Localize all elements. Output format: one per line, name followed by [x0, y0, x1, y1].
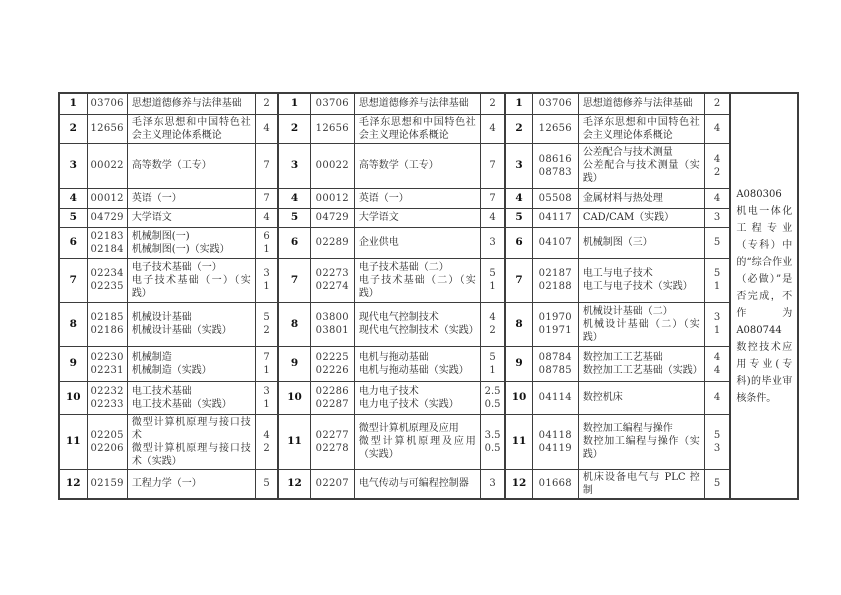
row-number-cell: 4	[505, 188, 532, 208]
credit-cell: 4 2	[480, 302, 505, 346]
course-name-cell: 电工技术基础 电工技术基础（实践）	[127, 381, 255, 414]
course-name-cell: 机械设计基础（二） 机械设计基础（二）（实践）	[578, 302, 704, 346]
course-code-cell: 02159	[87, 469, 127, 499]
credit-cell: 4	[704, 188, 730, 208]
course-code-cell: 04118 04119	[532, 414, 578, 469]
course-name-cell: 金属材料与热处理	[578, 188, 704, 208]
row-number-cell: 10	[505, 381, 532, 414]
row-number-cell: 8	[505, 302, 532, 346]
course-name-cell: CAD/CAM（实践）	[578, 208, 704, 227]
note-cell: A080306 机电一体化工程专业（专科）中的“综合作业（必做）”是否完成，不作为A080744 数控技术应用专业(专科)的毕业审核条件。	[730, 93, 798, 499]
course-name-cell: 微型计算机原理及应用 微型计算机原理及应用（实践）	[354, 414, 480, 469]
row-number-cell: 4	[278, 188, 310, 208]
table-row	[59, 208, 798, 227]
credit-cell: 4	[704, 381, 730, 414]
row-number-cell: 7	[505, 258, 532, 302]
course-name-cell: 思想道德修养与法律基础	[578, 93, 704, 114]
course-code-cell: 12656	[310, 114, 354, 143]
course-code-cell: 00022	[87, 143, 127, 188]
credit-cell: 5 1	[704, 258, 730, 302]
course-name-cell: 数控加工编程与操作 数控加工编程与操作（实践）	[578, 414, 704, 469]
credit-cell: 3.5 0.5	[480, 414, 505, 469]
table-row	[59, 188, 798, 208]
course-code-cell: 00022	[310, 143, 354, 188]
table-row	[59, 381, 798, 414]
row-number-cell: 3	[59, 143, 87, 188]
course-code-cell: 05508	[532, 188, 578, 208]
row-number-cell: 8	[278, 302, 310, 346]
row-number-cell: 2	[505, 114, 532, 143]
row-number-cell: 9	[505, 346, 532, 381]
course-code-cell: 04107	[532, 227, 578, 258]
credit-cell: 4 2	[255, 414, 278, 469]
credit-cell: 4 2	[704, 143, 730, 188]
course-code-cell: 02225 02226	[310, 346, 354, 381]
course-name-cell: 毛泽东思想和中国特色社会主义理论体系概论	[127, 114, 255, 143]
credit-cell: 7	[480, 143, 505, 188]
credit-cell: 6 1	[255, 227, 278, 258]
credit-cell: 3 1	[704, 302, 730, 346]
table-row	[59, 346, 798, 381]
course-name-cell: 电机与拖动基础 电机与拖动基础（实践）	[354, 346, 480, 381]
course-code-cell: 08784 08785	[532, 346, 578, 381]
course-name-cell: 高等数学（工专）	[354, 143, 480, 188]
row-number-cell: 3	[278, 143, 310, 188]
credit-cell: 7 1	[255, 346, 278, 381]
row-number-cell: 9	[59, 346, 87, 381]
course-name-cell: 毛泽东思想和中国特色社会主义理论体系概论	[578, 114, 704, 143]
table-row	[59, 93, 798, 114]
course-code-cell: 00012	[87, 188, 127, 208]
credit-cell: 5	[704, 469, 730, 499]
course-code-cell: 01970 01971	[532, 302, 578, 346]
course-code-cell: 03706	[310, 93, 354, 114]
table-row	[59, 469, 798, 499]
course-code-cell: 12656	[532, 114, 578, 143]
credit-cell: 3 1	[255, 381, 278, 414]
course-table-body	[59, 93, 798, 499]
course-name-cell: 机械制图（三）	[578, 227, 704, 258]
credit-cell: 3	[480, 469, 505, 499]
course-name-cell: 电气传动与可编程控制器	[354, 469, 480, 499]
course-code-cell: 03800 03801	[310, 302, 354, 346]
credit-cell: 2.5 0.5	[480, 381, 505, 414]
course-name-cell: 工程力学（一）	[127, 469, 255, 499]
row-number-cell: 12	[59, 469, 87, 499]
course-code-cell: 02273 02274	[310, 258, 354, 302]
course-code-cell: 02187 02188	[532, 258, 578, 302]
credit-cell: 3	[704, 208, 730, 227]
row-number-cell: 6	[278, 227, 310, 258]
credit-cell: 7	[255, 188, 278, 208]
course-name-cell: 大学语文	[127, 208, 255, 227]
row-number-cell: 8	[59, 302, 87, 346]
course-code-cell: 02207	[310, 469, 354, 499]
course-name-cell: 企业供电	[354, 227, 480, 258]
course-name-cell: 毛泽东思想和中国特色社会主义理论体系概论	[354, 114, 480, 143]
row-number-cell: 10	[278, 381, 310, 414]
course-name-cell: 机床设备电气与 PLC 控制	[578, 469, 704, 499]
course-name-cell: 英语（一）	[354, 188, 480, 208]
credit-cell: 4	[480, 208, 505, 227]
course-code-cell: 02205 02206	[87, 414, 127, 469]
row-number-cell: 5	[59, 208, 87, 227]
course-code-cell: 00012	[310, 188, 354, 208]
row-number-cell: 1	[59, 93, 87, 114]
course-code-cell: 02234 02235	[87, 258, 127, 302]
course-name-cell: 电子技术基础（一） 电子技术基础（一）（实践）	[127, 258, 255, 302]
course-name-cell: 现代电气控制技术 现代电气控制技术（实践）	[354, 302, 480, 346]
credit-cell: 4	[704, 114, 730, 143]
row-number-cell: 7	[278, 258, 310, 302]
row-number-cell: 11	[505, 414, 532, 469]
course-name-cell: 电工与电子技术 电工与电子技术（实践）	[578, 258, 704, 302]
course-code-cell: 02185 02186	[87, 302, 127, 346]
course-name-cell: 机械设计基础 机械设计基础（实践）	[127, 302, 255, 346]
row-number-cell: 3	[505, 143, 532, 188]
credit-cell: 2	[480, 93, 505, 114]
course-name-cell: 思想道德修养与法律基础	[127, 93, 255, 114]
credit-cell: 2	[704, 93, 730, 114]
course-code-cell: 02232 02233	[87, 381, 127, 414]
credit-cell: 4	[480, 114, 505, 143]
course-table	[58, 92, 799, 500]
row-number-cell: 10	[59, 381, 87, 414]
course-name-cell: 微型计算机原理与接口技术 微型计算机原理与接口技术（实践）	[127, 414, 255, 469]
table-row	[59, 227, 798, 258]
course-code-cell: 12656	[87, 114, 127, 143]
row-number-cell: 5	[278, 208, 310, 227]
row-number-cell: 6	[59, 227, 87, 258]
course-name-cell: 机械制造 机械制造（实践）	[127, 346, 255, 381]
course-name-cell: 机械制图(一) 机械制图(一)（实践）	[127, 227, 255, 258]
credit-cell: 3	[480, 227, 505, 258]
course-code-cell: 02183 02184	[87, 227, 127, 258]
course-code-cell: 08616 08783	[532, 143, 578, 188]
credit-cell: 4 4	[704, 346, 730, 381]
course-name-cell: 思想道德修养与法律基础	[354, 93, 480, 114]
course-code-cell: 02230 02231	[87, 346, 127, 381]
course-name-cell: 公差配合与技术测量 公差配合与技术测量（实践）	[578, 143, 704, 188]
course-code-cell: 02277 02278	[310, 414, 354, 469]
course-name-cell: 高等数学（工专）	[127, 143, 255, 188]
credit-cell: 5 1	[480, 258, 505, 302]
credit-cell: 7	[480, 188, 505, 208]
course-code-cell: 04114	[532, 381, 578, 414]
credit-cell: 3 1	[255, 258, 278, 302]
row-number-cell: 2	[59, 114, 87, 143]
row-number-cell: 4	[59, 188, 87, 208]
table-row	[59, 414, 798, 469]
row-number-cell: 6	[505, 227, 532, 258]
credit-cell: 2	[255, 93, 278, 114]
row-number-cell: 11	[59, 414, 87, 469]
row-number-cell: 5	[505, 208, 532, 227]
course-code-cell: 01668	[532, 469, 578, 499]
credit-cell: 5 2	[255, 302, 278, 346]
course-name-cell: 数控机床	[578, 381, 704, 414]
table-row	[59, 302, 798, 346]
course-name-cell: 电力电子技术 电力电子技术（实践）	[354, 381, 480, 414]
credit-cell: 5	[255, 469, 278, 499]
course-code-cell: 04729	[310, 208, 354, 227]
course-code-cell: 03706	[532, 93, 578, 114]
course-code-cell: 02289	[310, 227, 354, 258]
credit-cell: 4	[255, 208, 278, 227]
course-name-cell: 电子技术基础（二） 电子技术基础（二）（实践）	[354, 258, 480, 302]
course-code-cell: 02286 02287	[310, 381, 354, 414]
course-name-cell: 大学语文	[354, 208, 480, 227]
course-name-cell: 英语（一）	[127, 188, 255, 208]
row-number-cell: 7	[59, 258, 87, 302]
credit-cell: 7	[255, 143, 278, 188]
row-number-cell: 2	[278, 114, 310, 143]
table-row	[59, 114, 798, 143]
row-number-cell: 12	[278, 469, 310, 499]
row-number-cell: 9	[278, 346, 310, 381]
course-code-cell: 04729	[87, 208, 127, 227]
row-number-cell: 12	[505, 469, 532, 499]
course-code-cell: 04117	[532, 208, 578, 227]
row-number-cell: 1	[278, 93, 310, 114]
course-code-cell: 03706	[87, 93, 127, 114]
credit-cell: 5 1	[480, 346, 505, 381]
row-number-cell: 11	[278, 414, 310, 469]
credit-cell: 5	[704, 227, 730, 258]
table-row	[59, 258, 798, 302]
row-number-cell: 1	[505, 93, 532, 114]
credit-cell: 5 3	[704, 414, 730, 469]
course-name-cell: 数控加工工艺基础 数控加工工艺基础（实践）	[578, 346, 704, 381]
credit-cell: 4	[255, 114, 278, 143]
table-row	[59, 143, 798, 188]
